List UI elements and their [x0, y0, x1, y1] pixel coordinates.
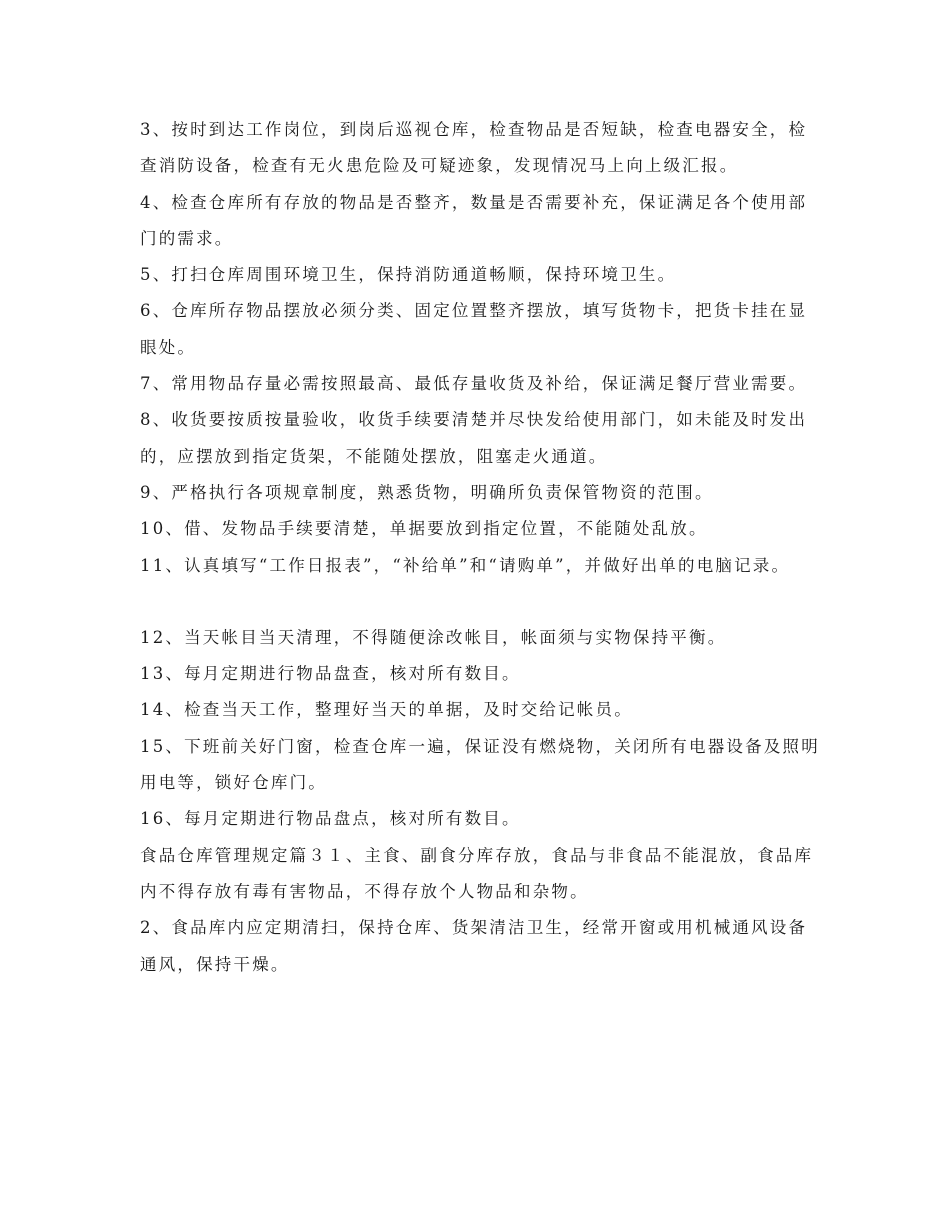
text-line: 查消防设备，检查有无火患危险及可疑迹象，发现情况马上向上级汇报。 — [140, 156, 739, 176]
text-line: 5、打扫仓库周围环境卫生，保持消防通道畅顺，保持环境卫生。 — [140, 265, 677, 285]
text-line: 11、认真填写“工作日报表”，“补给单”和“请购单”，并做好出单的电脑记录。 — [140, 555, 791, 575]
paragraph-item-10 — [140, 511, 830, 547]
paragraph-section-3-item-2 — [140, 910, 830, 983]
text-line: 3、按时到达工作岗位，到岗后巡视仓库，检查物品是否短缺，检查电器安全，检 — [140, 120, 808, 139]
paragraph-item-13 — [140, 656, 830, 692]
text-line: 眼处。 — [140, 337, 197, 357]
text-line: 14、检查当天工作，整理好当天的单据，及时交给记帐员。 — [140, 700, 633, 720]
paragraph-item-7 — [140, 366, 830, 402]
text-line: 7、常用物品存量必需按照最高、最低存量收货及补给，保证满足餐厅营业需要。 — [140, 374, 808, 394]
text-line: 15、下班前关好门窗，检查仓库一遍，保证没有燃烧物，关闭所有电器设备及照明 — [140, 736, 820, 756]
paragraph-item-14 — [140, 692, 830, 728]
paragraph-item-15 — [140, 729, 830, 802]
paragraph-item-4 — [140, 185, 830, 258]
text-line: 的，应摆放到指定货架，不能随处摆放，阻塞走火通道。 — [140, 446, 608, 466]
text-line: 门的需求。 — [140, 228, 234, 248]
text-line: 16、每月定期进行物品盘点，核对所有数目。 — [140, 809, 521, 829]
paragraph-section-3-item-1 — [140, 838, 830, 911]
text-line: 6、仓库所存物品摆放必须分类、固定位置整齐摆放，填写货物卡，把货卡挂在显 — [140, 301, 808, 321]
paragraph-item-3 — [140, 112, 830, 185]
document-body — [140, 112, 830, 983]
paragraph-item-9 — [140, 475, 830, 511]
paragraph-item-16 — [140, 801, 830, 837]
paragraph-item-6 — [140, 293, 830, 366]
paragraph-spacer — [140, 584, 830, 620]
text-line: 2、食品库内应定期清扫，保持仓库、货架清洁卫生，经常开窗或用机械通风设备 — [140, 918, 808, 938]
paragraph-item-12 — [140, 620, 830, 656]
paragraph-item-8 — [140, 402, 830, 475]
text-line: 内不得存放有毒有害物品，不得存放个人物品和杂物。 — [140, 881, 589, 901]
text-line: 食品仓库管理规定篇３１、主食、副食分库存放，食品与非食品不能混放，食品库 — [140, 845, 814, 865]
paragraph-item-11 — [140, 548, 830, 584]
text-line: 通风，保持干燥。 — [140, 954, 290, 974]
text-line: 13、每月定期进行物品盘查，核对所有数目。 — [140, 664, 521, 684]
paragraph-item-5 — [140, 257, 830, 293]
text-line: 8、收货要按质按量验收，收货手续要清楚并尽快发给使用部门，如未能及时发出 — [140, 410, 808, 430]
text-line: 9、严格执行各项规章制度，熟悉货物，明确所负责保管物资的范围。 — [140, 482, 714, 502]
text-line: 用电等，锁好仓库门。 — [140, 773, 327, 793]
text-line: 10、借、发物品手续要清楚，单据要放到指定位置，不能随处乱放。 — [140, 519, 708, 539]
text-line: 12、当天帐目当天清理，不得随便涂改帐目，帐面须与实物保持平衡。 — [140, 627, 727, 647]
text-line: 4、检查仓库所有存放的物品是否整齐，数量是否需要补充，保证满足各个使用部 — [140, 192, 808, 212]
